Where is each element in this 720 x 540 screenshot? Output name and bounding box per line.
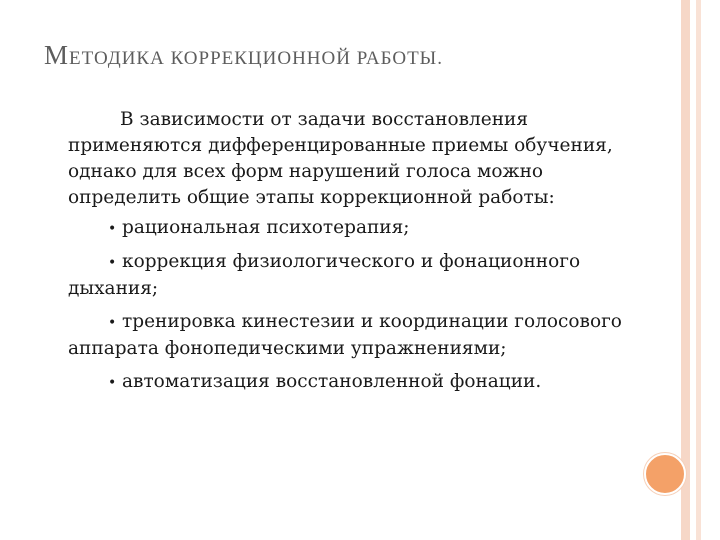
bullet-icon: • xyxy=(108,221,117,237)
list-item xyxy=(68,249,628,302)
bullet-icon: • xyxy=(108,255,117,271)
decorative-stripe-inner xyxy=(681,0,690,540)
list-item xyxy=(68,215,628,242)
slide-title xyxy=(44,40,443,71)
stage-list xyxy=(68,215,628,396)
list-item-text: коррекция физиологического и фонационного дыхания; xyxy=(68,251,581,299)
intro-paragraph: В зависимости от задачи восстановления применяются дифференцированные приемы обучения, однако для всех форм нарушений голоса можно определить общие этапы коррекционной работы: xyxy=(68,109,613,208)
slide-title-initial: М xyxy=(44,40,70,70)
list-item xyxy=(68,369,628,396)
list-item-text: рациональная психотерапия; xyxy=(122,217,410,238)
slide-title-rest: ЕТОДИКА КОРРЕКЦИОННОЙ РАБОТЫ. xyxy=(69,48,443,69)
list-item xyxy=(68,309,628,362)
list-item-text: тренировка кинестезии и координации голосового аппарата фонопедическими упражнениями; xyxy=(68,311,622,359)
bullet-icon: • xyxy=(108,315,117,331)
accent-circle xyxy=(644,453,686,495)
slide-body xyxy=(68,107,628,403)
list-item-text: автоматизация восстановленной фонации. xyxy=(122,371,542,392)
bullet-icon: • xyxy=(108,375,117,391)
decorative-stripe-outer xyxy=(696,0,701,540)
